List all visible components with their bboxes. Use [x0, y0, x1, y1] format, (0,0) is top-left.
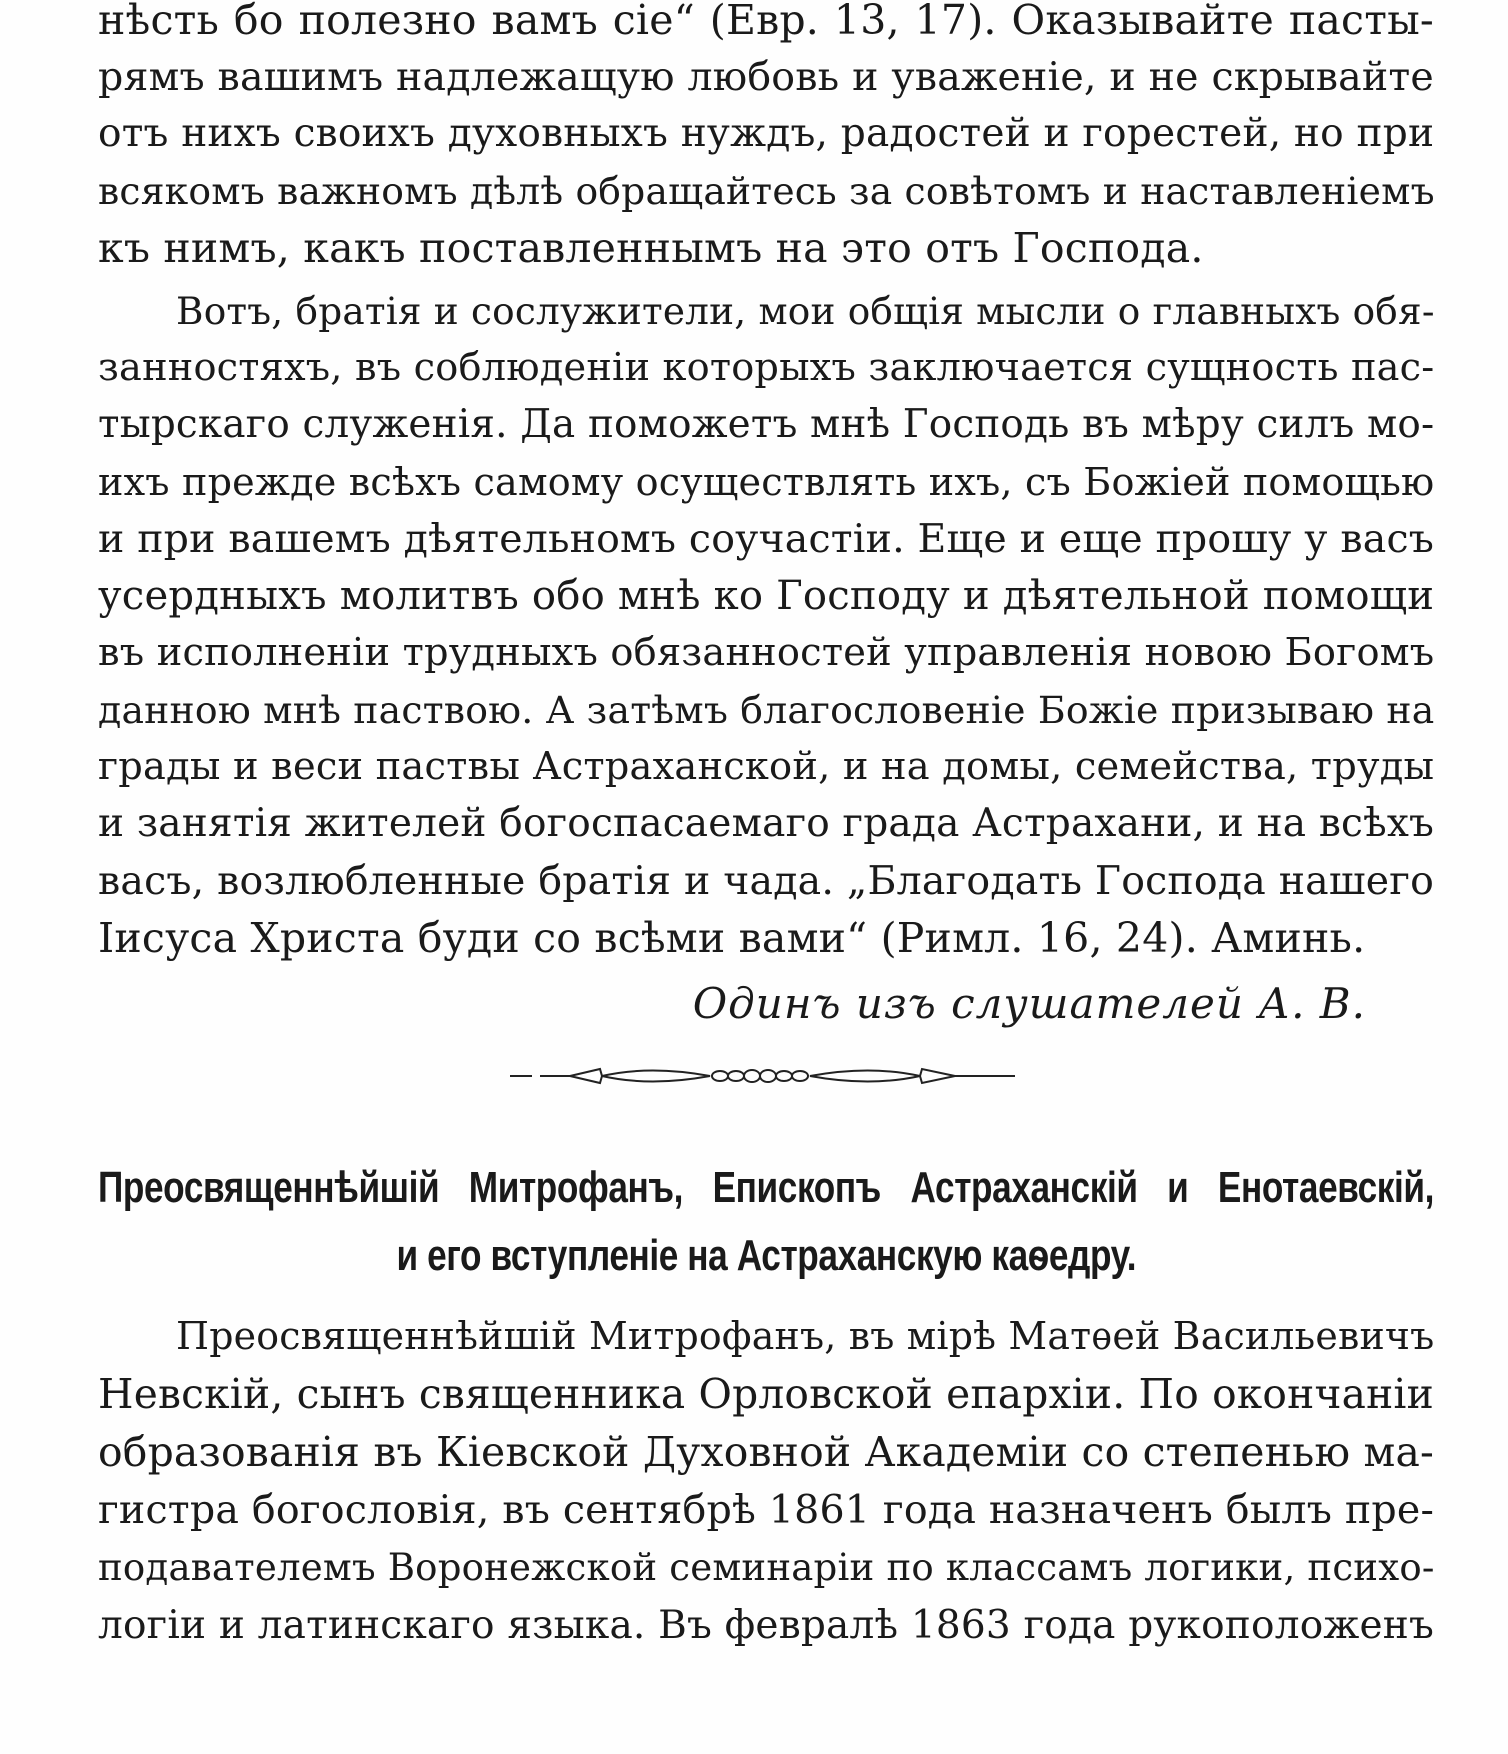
text-line: Іисуса Христа буди со всѣми вами“ (Римл. 16, 24). Аминь. [98, 914, 1366, 962]
article-heading-line-2 [98, 1225, 1434, 1287]
ornamental-divider-icon [510, 1061, 1015, 1091]
text-line: образованія въ Кіевской Духовной Академіи со степенью ма- [98, 1428, 1434, 1476]
article-heading-line-1 [98, 1157, 1434, 1219]
heading-text: Преосвященнѣйшій Митрофанъ, Епископъ Астраханскій и Енотаевскій, [98, 1163, 1434, 1212]
text-line: и занятія жителей богоспасаемаго града Астрахани, и на всѣхъ [98, 801, 1435, 846]
text-line: всякомъ важномъ дѣлѣ обращайтесь за совѣтомъ и наставленіемъ [98, 169, 1435, 213]
text-line: усердныхъ молитвъ обо мнѣ ко Господу и дѣятельной помощи [98, 573, 1435, 619]
text-line: занностяхъ, въ соблюденіи которыхъ заключается сущность пас- [98, 345, 1435, 390]
text-line: гистра богословія, въ сентябрѣ 1861 года назначенъ былъ пре- [98, 1487, 1434, 1533]
text-line: подавателемъ Воронежской семинаріи по классамъ логики, психо- [98, 1546, 1435, 1589]
text-line: Преосвященнѣйшій Митрофанъ, въ мірѣ Матѳей Васильевичъ [176, 1314, 1435, 1358]
text-line: ихъ прежде всѣхъ самому осуществлять ихъ, съ Божіей помощью [98, 460, 1435, 504]
text-line: отъ нихъ своихъ духовныхъ нуждъ, радостей и горестей, но при [98, 111, 1435, 156]
text-line: Невскій, сынъ священника Орловской епархіи. По окончаніи [98, 1370, 1434, 1418]
text-line: къ нимъ, какъ поставленнымъ на это отъ Господа. [98, 224, 1204, 272]
text-line: грады и веси паствы Астраханской, и на домы, семейства, труды [98, 744, 1435, 789]
text-line: Вотъ, братія и сослужители, мои общія мысли о главныхъ обя- [176, 289, 1435, 333]
signature: Одинъ изъ слушателей А. В. [692, 979, 1366, 1028]
text-line: въ исполненіи трудныхъ обязанностей управленія новою Богомъ [98, 630, 1435, 675]
text-line: рямъ вашимъ надлежащую любовь и уваженіе, и не скрывайте [98, 54, 1434, 100]
text-line: васъ, возлюбленные братія и чада. „Благодать Господа нашего [98, 858, 1434, 904]
text-line: тырскаго служенія. Да поможетъ мнѣ Господь въ мѣру силъ мо- [98, 402, 1435, 447]
text-line: нѣсть бо полезно вамъ сіе“ (Евр. 13, 17). Оказывайте пасты- [98, 0, 1434, 44]
text-line: и при вашемъ дѣятельномъ соучастіи. Еще и еще прошу у васъ [98, 516, 1435, 562]
text-line: данною мнѣ паствою. А затѣмъ благословеніе Божіе призываю на [98, 688, 1435, 732]
text-line: логіи и латинскаго языка. Въ февралѣ 1863 года рукоположенъ [98, 1603, 1434, 1648]
heading-text: и его вступленіе на Астраханскую каѳедру. [396, 1231, 1136, 1280]
